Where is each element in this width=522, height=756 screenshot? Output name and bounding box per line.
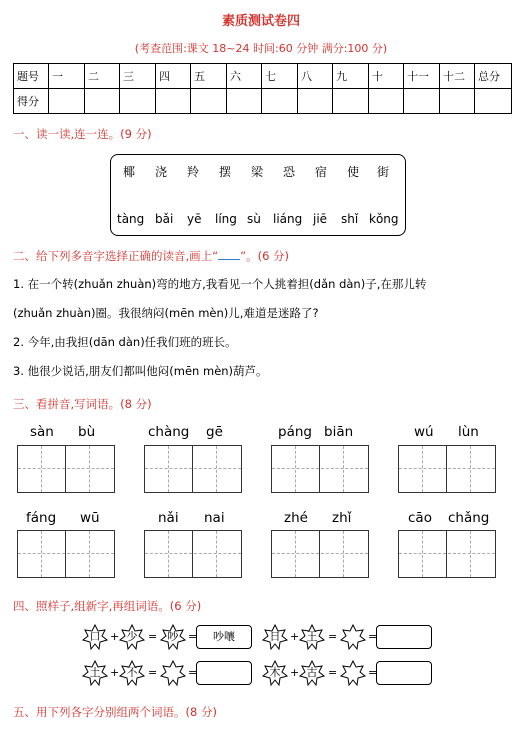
section1-heading: 一、读一读,连一连。(9 分) [13,127,152,141]
score-cell[interactable] [120,89,156,114]
grid-pinyin: bù [78,424,96,440]
score-header-cell: 三 [120,64,156,89]
section5-heading: 五、用下列各字分别组两个词语。(8 分) [13,705,217,719]
score-header-row [14,64,512,89]
grid-pinyin: sàn [30,424,54,440]
match-char[interactable]: 摆 [219,165,232,179]
score-cell[interactable] [369,89,404,114]
star-char-box[interactable] [160,660,186,686]
score-cell[interactable] [191,89,227,114]
answer-blank [218,248,240,260]
page-title: 素质测试卷四 [221,14,300,29]
grid-pinyin: nai [204,510,225,526]
match-pinyin[interactable]: sù [247,212,261,226]
match-char[interactable]: 使 [347,165,360,179]
grid-pinyin: biān [324,424,354,440]
star-char-box: 土 [82,660,108,686]
match-char[interactable]: 恐 [283,165,296,179]
score-cell[interactable] [262,89,298,114]
writing-grid[interactable] [271,530,369,578]
score-cell[interactable] [440,89,475,114]
score-header-cell: 一 [49,64,85,89]
score-cell[interactable] [85,89,120,114]
section2-heading [13,248,289,264]
grid-pinyin: cāo [408,510,432,526]
score-cell[interactable] [298,89,333,114]
match-char[interactable]: 椰 [123,165,136,179]
score-header-cell: 五 [191,64,227,89]
star-char-box: 少 [119,624,145,650]
score-cell[interactable] [156,89,191,114]
section4-heading: 四、照样子,组新字,再组词语。(6 分) [13,599,202,613]
page-subtitle: (考查范围:课文 18~24 时间:60 分钟 满分:100 分) [134,42,388,55]
score-cell[interactable] [475,89,512,114]
grid-pinyin: fáng [26,510,57,526]
star-char-box: 古 [299,660,325,686]
word-answer-box[interactable] [376,661,432,685]
word-match-box [110,154,406,236]
score-cell[interactable] [49,89,85,114]
star-char-box: 日 [262,624,288,650]
match-pinyin[interactable]: bǎi [155,212,174,226]
grid-pinyin: wú [414,424,434,440]
question-line: (zhuǎn zhuàn)圈。我很纳闷(mēn mèn)儿,难道是迷路了? [13,306,319,320]
writing-grid[interactable] [17,530,115,578]
match-pinyin[interactable]: yē [187,212,202,226]
match-pinyin[interactable]: tàng [117,212,145,226]
section2-heading-start: 二、给下列多音字选择正确的读音,画上“ [13,249,219,263]
match-char[interactable]: 宿 [315,165,328,179]
score-row-label: 得分 [14,89,49,114]
star-char-box[interactable]: 吵 [160,624,186,650]
match-char[interactable]: 浇 [155,165,168,179]
score-row [14,89,512,114]
score-header-cell: 七 [262,64,298,89]
score-cell[interactable] [404,89,440,114]
score-header-cell: 二 [85,64,120,89]
writing-grid[interactable] [144,445,242,493]
grid-pinyin: páng [278,424,312,440]
match-char[interactable]: 羚 [187,165,200,179]
match-pinyin[interactable]: liáng [273,212,303,226]
match-pinyin[interactable]: líng [215,212,237,226]
match-pinyin[interactable]: shǐ [341,212,359,226]
score-header-cell: 十一 [404,64,440,89]
star-char-box: 不 [119,660,145,686]
section2-heading-end: ”。(6 分) [240,249,290,263]
question-line: 3. 他很少说话,朋友们都叫他闷(mēn mèn)葫芦。 [13,364,268,378]
word-answer-box[interactable] [376,625,432,649]
writing-grid[interactable] [17,445,115,493]
writing-grid[interactable] [271,445,369,493]
grid-pinyin: nǎi [158,510,179,526]
question-line: 1. 在一个转(zhuǎn zhuàn)弯的地方,我看见一个人挑着担(dǎn dàn)子,在那儿转 [13,277,427,291]
score-header-cell: 八 [298,64,333,89]
grid-pinyin: gē [206,424,223,440]
match-char[interactable]: 街 [377,165,390,179]
star-char-box[interactable] [340,660,366,686]
grid-pinyin: zhé [284,510,308,526]
grid-pinyin: wū [80,510,100,526]
match-char[interactable]: 梁 [251,165,264,179]
question-line: 2. 今年,由我担(dān dàn)任我们班的班长。 [13,335,237,349]
grid-pinyin: zhǐ [332,510,352,526]
star-char-box: 口 [82,624,108,650]
writing-grid[interactable] [398,445,496,493]
grid-pinyin: lùn [458,424,479,440]
star-char-box: 木 [262,660,288,686]
writing-grid[interactable] [144,530,242,578]
score-header-cell: 十二 [440,64,475,89]
grid-pinyin: chàng [148,424,190,440]
word-answer-box[interactable]: 吵嚷 [196,625,252,649]
score-header-cell: 题号 [14,64,49,89]
writing-grid[interactable] [398,530,496,578]
word-answer-box[interactable] [196,661,252,685]
match-pinyin[interactable]: kǒng [369,212,399,226]
match-pinyin[interactable]: jiē [313,212,328,226]
star-char-box[interactable] [340,624,366,650]
score-cell[interactable] [227,89,262,114]
score-header-cell: 九 [333,64,369,89]
score-header-cell: 十 [369,64,404,89]
grid-pinyin: chǎng [448,510,490,526]
score-header-cell: 总分 [475,64,512,89]
star-char-box: 王 [299,624,325,650]
score-header-cell: 四 [156,64,191,89]
score-table [13,63,512,114]
score-header-cell: 六 [227,64,262,89]
section3-heading: 三、看拼音,写词语。(8 分) [13,397,152,411]
score-cell[interactable] [333,89,369,114]
